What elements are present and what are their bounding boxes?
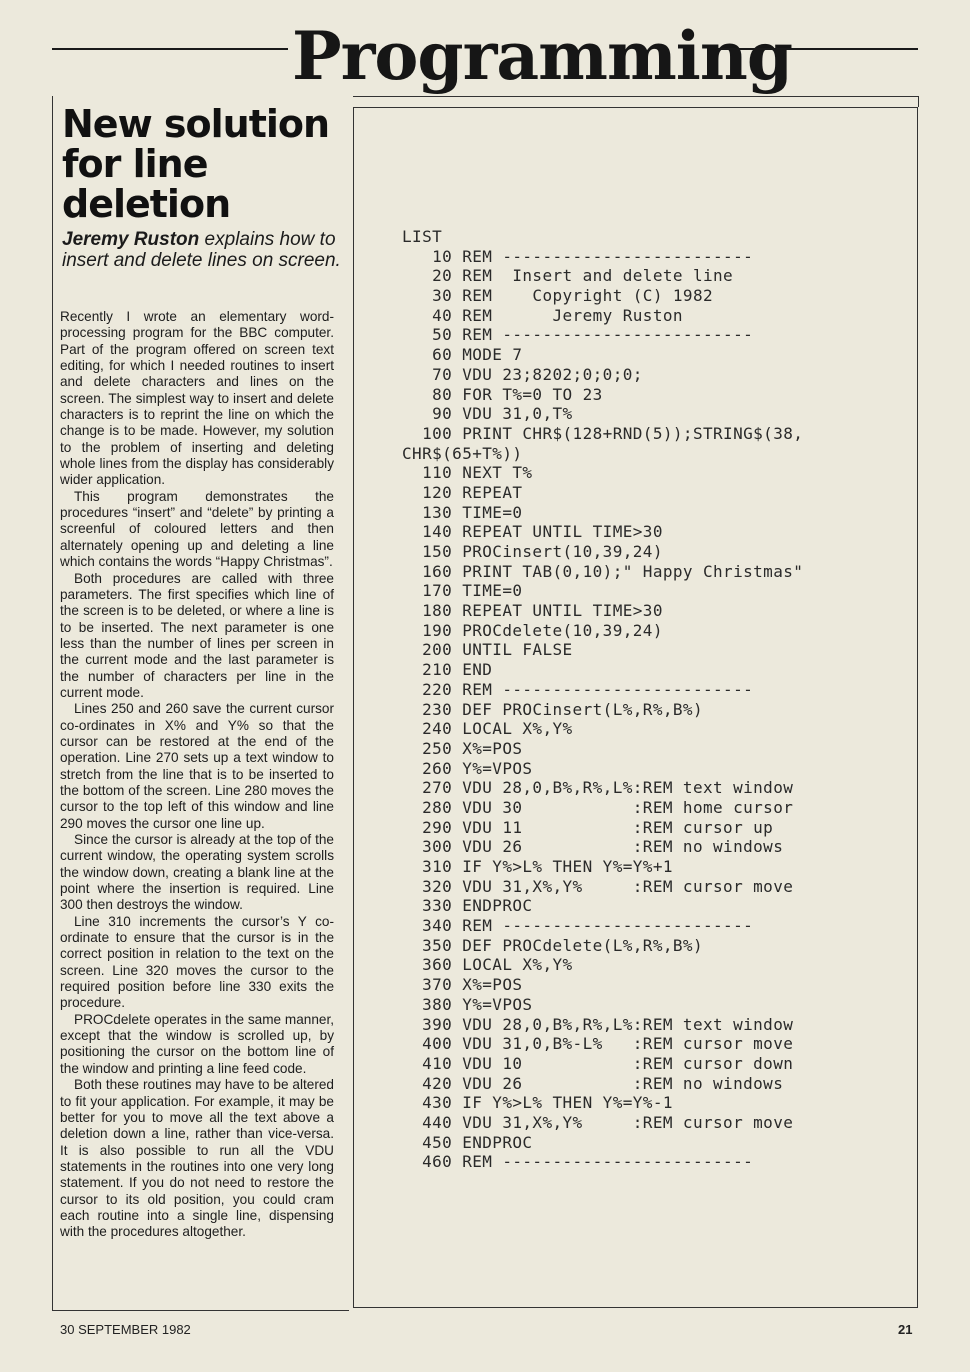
listing-line: 450 ENDPROC — [402, 1132, 533, 1152]
body-paragraph: Both these routines may have to be altered to fit your application. For example, it may be better for you to move all the text above a deletion down a line, rather than vice-versa. It is also possible to run all the VDU statements in the routines into one very long statement. If you do not need to restore the cursor to its old position, you could cram each routine into a single line, dispensing with the procedures altogether. — [60, 1077, 334, 1240]
listing-line: 280 VDU 30 :REM home cursor — [402, 797, 794, 817]
header-rule-right — [718, 48, 918, 50]
listing-line: 380 Y%=VPOS — [402, 994, 533, 1014]
listing-line: 260 Y%=VPOS — [402, 758, 533, 778]
article-body — [60, 309, 334, 1241]
listing-line: 350 DEF PROCdelete(L%,R%,B%) — [402, 935, 703, 955]
body-paragraph: Lines 250 and 260 save the current cursor co-ordinates in X% and Y% so that the cursor can be restored at the end of the operation. Line 270 sets up a text window to stretch from the line that is to be inserted to the bottom of the screen. Line 280 moves the cursor to the top left of this window and line 290 moves the cursor one line up. — [60, 701, 334, 831]
article-standfirst — [62, 229, 344, 271]
listing-line: 80 FOR T%=0 TO 23 — [402, 384, 603, 404]
listing-line: 430 IF Y%>L% THEN Y%=Y%-1 — [402, 1093, 673, 1113]
listing-line: 330 ENDPROC — [402, 896, 533, 916]
issue-date: 30 SEPTEMBER 1982 — [60, 1322, 191, 1337]
listing-line: LIST — [402, 227, 443, 246]
listing-line: 20 REM Insert and delete line — [402, 266, 734, 286]
listing-line: 440 VDU 31,X%,Y% :REM cursor move — [402, 1112, 794, 1132]
listing-line: 230 DEF PROCinsert(L%,R%,B%) — [402, 699, 703, 719]
listing-line: 410 VDU 10 :REM cursor down — [402, 1053, 794, 1073]
listing-line: 220 REM ------------------------- — [402, 679, 754, 699]
body-paragraph: This program demonstrates the procedures “insert” and “delete” by printing a screenful of coloured letters and then alternately opening up and deleting a line which contains the words “Happy Christmas”. — [60, 488, 334, 570]
listing-line: 120 REPEAT — [402, 482, 523, 502]
listing-line: 90 VDU 31,0,T% — [402, 404, 573, 424]
listing-line: 170 TIME=0 — [402, 581, 523, 601]
author-name: Jeremy Ruston — [62, 229, 200, 250]
listing-line: 210 END — [402, 660, 493, 680]
listing-line: 310 IF Y%>L% THEN Y%=Y%+1 — [402, 857, 673, 876]
listing-line: 400 VDU 31,0,B%-L% :REM cursor move — [402, 1034, 794, 1054]
listing-line: 460 REM ------------------------- — [402, 1152, 754, 1172]
listing-line: 250 X%=POS — [402, 738, 523, 758]
body-paragraph: Since the cursor is already at the top of the current window, the operating system scrolls the window down, creating a blank line at the point where the insertion is required. Line 300 then destroys the window. — [60, 832, 334, 913]
listing-line: 40 REM Jeremy Ruston — [402, 305, 683, 325]
listing-line: 30 REM Copyright (C) 1982 — [402, 286, 714, 306]
listing-line: 110 NEXT T% — [402, 463, 533, 483]
listing-line: 270 VDU 28,0,B%,R%,L%:REM text window — [402, 778, 794, 798]
listing-line: 180 REPEAT UNTIL TIME>30 — [402, 601, 663, 621]
listing-line: 70 VDU 23;8202;0;0;0; — [402, 364, 643, 384]
section-title: Programming — [292, 17, 792, 95]
listing-line: 140 REPEAT UNTIL TIME>30 — [402, 522, 663, 542]
listing-line: 290 VDU 11 :REM cursor up — [402, 817, 774, 837]
body-paragraph: Line 310 increments the cursor’s Y co-ordinate to ensure that the cursor is in the correct position in relation to the text on the screen. Line 320 moves the cursor to the required position before line 330 exits the procedure. — [60, 913, 334, 1011]
listing-line: 420 VDU 26 :REM no windows — [402, 1073, 784, 1093]
page-number: 21 — [898, 1322, 913, 1337]
listing-line: 50 REM ------------------------- — [402, 325, 754, 345]
listing-line: 160 PRINT TAB(0,10);" Happy Christmas" — [402, 561, 804, 581]
listing-line: 190 PROCdelete(10,39,24) — [402, 620, 663, 640]
header-rule-left — [52, 48, 288, 50]
body-paragraph: Recently I wrote an elementary word-processing program for the BBC computer. Part of the program offered on screen text editing, for which I needed routines to insert and delete characters and lines on the screen. The simplest way to insert and delete characters is to reprint the line on which the change is to be made. However, my solution to the problem of inserting and deleting whole lines from the display has considerably wider application. — [60, 309, 334, 488]
listing-line: 10 REM ------------------------- — [402, 246, 754, 266]
listing-line: 240 LOCAL X%,Y% — [402, 719, 573, 739]
listing-line: 370 X%=POS — [402, 975, 523, 995]
listing-line: 320 VDU 31,X%,Y% :REM cursor move — [402, 876, 794, 896]
listing-line: 100 PRINT CHR$(128+RND(5));STRING$(38, — [402, 423, 804, 443]
listing-line: 60 MODE 7 — [402, 345, 523, 365]
listing-line: 360 LOCAL X%,Y% — [402, 955, 573, 975]
body-paragraph: Both procedures are called with three parameters. The first specifies which line of the screen is to be deleted, or where a line is to be inserted. The next parameter is one less than the number of lines per screen in the current mode and the last parameter is the number of characters per line in the current mode. — [60, 570, 334, 700]
listing-line: 130 TIME=0 — [402, 502, 523, 522]
listing-line: 150 PROCinsert(10,39,24) — [402, 542, 663, 561]
program-listing — [402, 227, 902, 1172]
standfirst-text: explains how to insert and delete lines on screen. — [62, 229, 341, 271]
listing-line: 300 VDU 26 :REM no windows — [402, 837, 784, 857]
body-paragraph: PROCdelete operates in the same manner, except that the window is scrolled up, by positioning the cursor on the bottom line of the window and printing a line feed code. — [60, 1011, 334, 1076]
article-headline: New solution for line deletion — [62, 102, 330, 226]
listing-line: CHR$(65+T%)) — [402, 443, 523, 463]
listing-line: 340 REM ------------------------- — [402, 916, 754, 936]
listing-line: 200 UNTIL FALSE — [402, 640, 573, 660]
listing-line: 390 VDU 28,0,B%,R%,L%:REM text window — [402, 1014, 794, 1034]
